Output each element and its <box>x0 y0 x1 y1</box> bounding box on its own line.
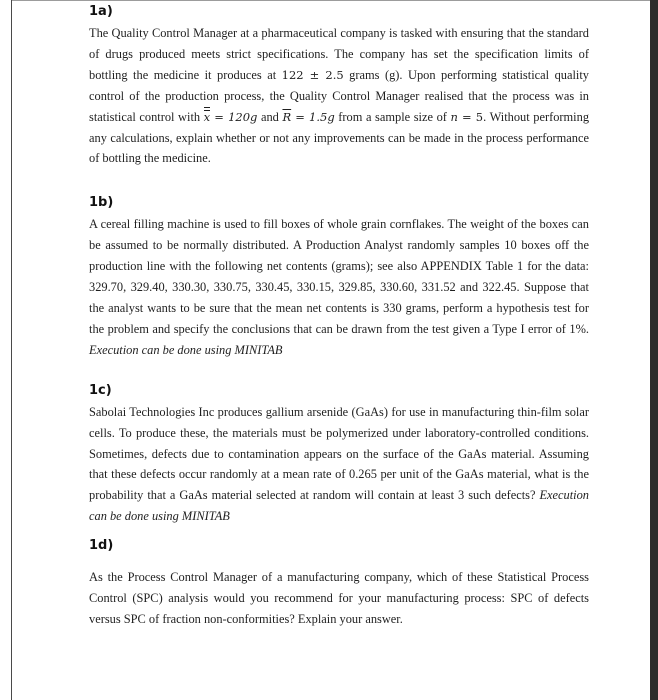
question-1d-label: 1d) <box>89 538 114 554</box>
question-1a-text: The Quality Control Manager at a pharmaceutical company is tasked with ensuring that the standard of drugs produced meets strict specifications. The company has set the specification limits of bottling the medicine it produces at 122 ± 2.5 grams (g). Upon performing statistical quality control of the production process, the Quality Control Manager realised that the process was in statistical control with x = 120g and $\overline{R} = 1.5g$ from a sample size of n = 5. Without performing any calculations, explain whether or not any improvements can be made in the process performance of bottling the medicine. <box>89 26 590 166</box>
spec-limits: 122 ± 2.5 <box>281 67 344 82</box>
sample-size-value: = 5 <box>457 109 484 124</box>
sample-size-symbol: n <box>450 109 458 124</box>
question-1b-text: A cereal filling machine is used to fill boxes of whole grain cornflakes. The weight of the boxes can be assumed to be normally distributed. A Production Analyst randomly samples 10 boxes off the production line with the following net contents (grams); see also APPENDIX Table 1 for the data: 329.70, 329.40, 330.30, 330.75, 330.45, 330.15, 329.85, 330.60, 331.52 and 322.45. Suppose that the analyst wants to be sure that the mean net contents is 330 grams, perform a hypothesis test for the problem and specify the conclusions that can be drawn from the test given a Type I error of 1%. Execution can be done using MINITAB <box>89 217 589 357</box>
question-1b <box>89 195 589 360</box>
x-double-bar-symbol: x <box>204 107 211 128</box>
r-bar-value: = 1.5g <box>291 109 335 124</box>
document-content <box>89 4 589 630</box>
question-1c-text: Sabolai Technologies Inc produces gallium arsenide (GaAs) for use in manufacturing thin-film solar cells. To produce these, the materials must be polymerized under laboratory-controlled conditions. Sometimes, defects due to contamination appears on the surface of the GaAs material. Assuming that these defects occur randomly at a mean rate of 0.265 per unit of the GaAs material, what is the probability that a GaAs material selected at random will contain at least 3 such defects? Execution can be done using MINITAB <box>89 404 589 524</box>
x-double-bar-value: = 120g <box>210 109 258 124</box>
question-1a-label: 1a) <box>89 4 113 19</box>
question-1c-label: 1c) <box>89 382 112 398</box>
r-bar-symbol: $\overline{R}$ <box>282 109 292 124</box>
page-left-border <box>11 0 12 700</box>
question-1a <box>89 4 589 169</box>
question-1c-minitab-note: Execution can be done using MINITAB <box>89 488 589 524</box>
question-1d <box>89 538 589 630</box>
question-1b-minitab-note: Execution can be done using MINITAB <box>89 342 283 357</box>
page-top-edge <box>12 0 650 1</box>
question-1b-label: 1b) <box>89 195 114 211</box>
window-right-edge <box>650 0 658 700</box>
question-1c <box>89 383 589 527</box>
question-1d-text: As the Process Control Manager of a manufacturing company, which of these Statistical Process Control (SPC) analysis would you recommend for your manufacturing process: SPC of defects versus SPC of fraction non-conformities? Explain your answer. <box>89 570 589 626</box>
